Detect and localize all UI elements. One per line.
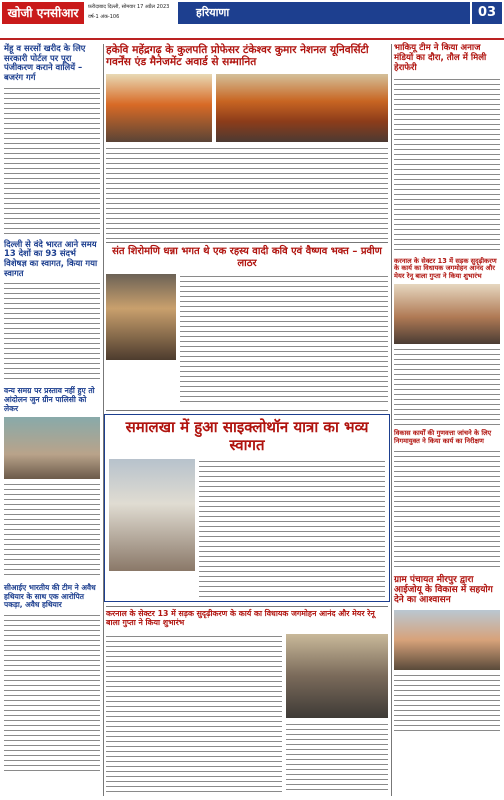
right-story2-body (394, 347, 500, 425)
page-number: 03 (472, 2, 502, 24)
speaker-photo (106, 274, 176, 360)
sub-story (106, 610, 388, 796)
story-rule (106, 242, 388, 243)
award-ceremony-photo (106, 74, 212, 142)
sub-story-body (106, 634, 282, 794)
newspaper-logo: खोजी एनसीआर (2, 2, 84, 24)
mayor-photo (394, 284, 500, 344)
left-story1-body (4, 86, 100, 234)
right-story4-headline: ग्राम पंचायत मीरपुर द्वारा आईजोयू के विकास में सहयोग देने का आश्वासन (394, 574, 493, 606)
story-rule (106, 606, 388, 607)
top-story (106, 44, 388, 240)
left-column (4, 44, 100, 796)
village-photo (394, 610, 500, 670)
story-rule (106, 410, 388, 411)
big-story-body (199, 459, 385, 597)
right-story2-headline: करनाल के सेक्टर 13 में सड़क सुदृढ़ीकरण के कार्य का विधायक जगमोहन आनंद और मेयर रेनू बाला गुप्ता ने किया शुभारंभ (394, 256, 497, 280)
left-story3-body (4, 482, 100, 578)
big-story (104, 414, 390, 602)
left-story2-headline: दिल्ली से वंदे भारत आने समय 13 देशों का 93 संदर्भ विशेषज्ञ का स्वागत, किया गया स्वागत (4, 238, 98, 278)
left-story4-body (4, 613, 100, 773)
masthead (0, 0, 504, 40)
right-story3-headline: विकास कार्यों की गुणवत्ता जांचने के लिए निगमायुक्त ने किया कार्य का निरीक्षण (394, 429, 492, 445)
protest-photo (4, 417, 100, 479)
award-stage-photo (216, 74, 388, 142)
sub-story-caption (286, 722, 388, 794)
left-story3-headline: वन्य समग्र पर प्रस्ताव नहीं हुए तो आंदोलन जुन ग्रीन पालिसी को लेकर (4, 386, 95, 413)
dateline: फ़रीदाबाद दिल्ली, सोमवार 17 अप्रैल 2023 (88, 4, 170, 10)
column-rule (391, 44, 392, 796)
center-story-body (180, 274, 388, 404)
right-column (394, 44, 500, 796)
issue-line: वर्ष-1 अंक-106 (88, 14, 120, 20)
right-story3-body (394, 449, 500, 569)
sub-story-headline: करनाल के सेक्टर 13 में सड़क सुदृढ़ीकरण के कार्य का विधायक जगमोहन आनंद और मेयर रेनू बाला गुप्ता ने किया शुभारंभ (106, 609, 375, 627)
inauguration-photo (286, 634, 388, 718)
left-story4-headline: सीआईए भारतीय की टीम ने अवैध हथियार के साथ एक आरोपित पकड़ा, अवैध हथियार (4, 583, 96, 610)
right-story1-headline: भाकियू टीम ने किया अनाज मंडियों का दौरा, तौल में मिली हेराफेरी (394, 43, 487, 73)
big-story-headline: समालखा में हुआ साइक्लोथॉन यात्रा का भव्य स्वागत (125, 418, 369, 454)
top-story-body (106, 146, 388, 240)
right-story1-body (394, 77, 500, 253)
right-story4-body (394, 673, 500, 733)
left-story1-headline: मेंहू व सरसों खरीद के लिए सरकारी पोर्टल पर पूरा पंजीकरण कराने वालियें – बजरंग गर्ग (4, 43, 86, 82)
top-story-headline: हकेवि महेंद्रगढ़ के कुलपति प्रोफेसर टंकेश्वर कुमार नेशनल यूनिवर्सिटी गवर्नेंस एंड मैनेजमेंट अवार्ड से सम्मानित (106, 44, 369, 69)
cyclothon-photo (109, 459, 195, 571)
center-story-headline: संत शिरोमणि धन्ना भगत थे एक रहस्य वादी कवि एवं वैष्णव भक्त – प्रवीण लाठर (112, 246, 382, 269)
section-title: हरियाणा (178, 2, 470, 24)
left-story2-body (4, 281, 100, 381)
center-story (106, 246, 388, 406)
